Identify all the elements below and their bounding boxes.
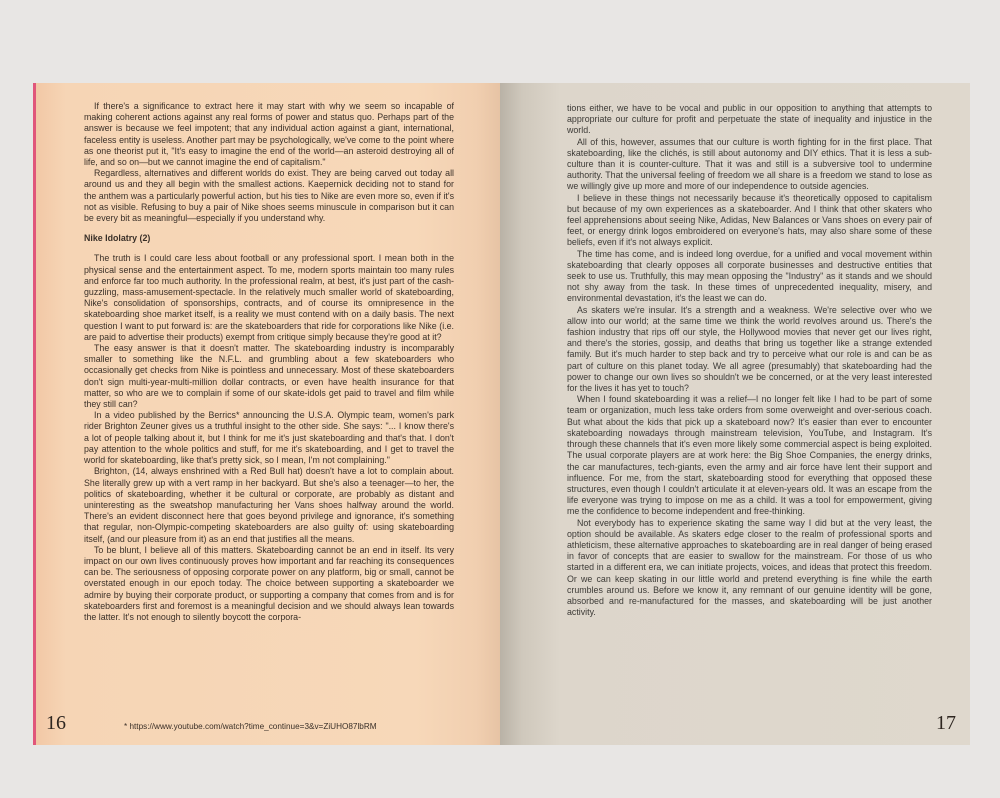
paragraph: Regardless, alternatives and different worlds do exist. They are being carved out today all around us and they all begin with the smallest actions. Kaepernick deciding not to stand for the anthem was a particularly powerful action, but his ties to Nike are even more so, even if it's not as visible. Refusing to buy a pair of Nike shoes seems minuscule in comparison but it can be every bit as meaningful—especially if you understand why. (84, 168, 454, 224)
right-text-column (567, 103, 932, 618)
right-page (500, 83, 970, 745)
page-number-right: 17 (936, 712, 956, 734)
paragraph: When I found skateboarding it was a relief—I no longer felt like I had to be part of some team or organization, much less take orders from some overweight and over-serious coach. But what about the kids that pick up a skateboard now? It's easier than ever to encounter skateboarding nowadays through mainstream television, YouTube, and Instagram. It's through these channels that it's even more likely some commercial aspect is being exploited. The usual corporate players are at work here: the Big Shoe Companies, the energy drinks, the car manufactures, tech-giants, even the army and air force have lent their support and influence. For me, from the start, skateboarding stood for everything that opposed these structures, even though I couldn't articulate it at eleven-years old. It was an escape from the life everyone was trying to impose on me as a child. It was a tool for empowerment, giving me the confidence to become independent and free-thinking. (567, 394, 932, 517)
footnote: * https://www.youtube.com/watch?time_continue=3&v=ZiUHO87lbRM (124, 722, 377, 731)
paragraph: The easy answer is that it doesn't matter. The skateboarding industry is incomparably smaller to something like the N.F.L. and grumbling about a few skateboarders who occasionally get checks from Nike is pointless and unnecessary. Most of these skateboarders don't sign multi-year-multi-million dollar contracts, or even have health insurance for that matter, so who are we to complain if some of our skate-idols get paid to travel and film while they still can? (84, 343, 454, 410)
paragraph: The truth is I could care less about football or any professional sport. I mean both in the physical sense and the entertainment aspect. To me, modern sports maintain too many rules and enforce far too much authority. In the professional realm, at best, it's just part of the cash-guzzling, mass-amusement-spectacle. In the relatively much smaller world of skateboarding, Nike's consolidation of sponsorships, contracts, and of course its omnipresence in the skateboarding shoe market itself, is a reality we must contend with on a daily basis. The next question I want to put forward is: are the skateboarders that ride for corporations like Nike (i.e. are paid to advertise their products) exempt from critique simply because they're good at it? (84, 253, 454, 342)
paragraph: All of this, however, assumes that our culture is worth fighting for in the first place. That skateboarding, like the clichés, is still about autonomy and DIY ethics. That it is less a sub-culture than it is counter-culture. That it was and still is a subversive tool to undermine authority. That the universal feeling of freedom we all share is a freedom we stand to lose as we willingly give up more and more of our independence to outside agencies. (567, 136, 932, 192)
paragraph: Not everybody has to experience skating the same way I did but at the very least, the option should be available. As skaters edge closer to the realm of professional sports and athleticism, these alternative approaches to skateboarding are in real danger of being erased in favor of concepts that are easier to swallow for the mainstream. For those of us who started in a different era, we can initiate projects, voices, and ideas that protect this freedom. Or we can keep skating in our little world and pretend everything is fine while the earth crumbles around us. Before we know it, any remnant of our genuine identity will be gone, absorbed and re-manufactured for the masses, and skateboarding will be just another activity. (567, 517, 932, 618)
paragraph: In a video published by the Berrics* announcing the U.S.A. Olympic team, women's park rider Brighton Zeuner gives us a truthful insight to the other side. She says: "... I know there's a lot of people talking about it, but I think for me it's just skateboarding and that's that. I don't pay attention to the whole politics and stuff, for me it's skateboarding, and I get to travel the world for skateboarding, like that's pretty sick, so I mean, I'm not complaining." (84, 410, 454, 466)
paragraph: Brighton, (14, always enshrined with a Red Bull hat) doesn't have a lot to complain about. She literally grew up with a vert ramp in her backyard. But she's also a teenager—to her, the politics of skateboarding, whether it be cultural or corporate, are probably as distant and uninteresting as the sweatshop manufacturing her Vans shoes halfway around the world. There's an evident disconnect here that goes beyond privilege and ignorance, it's something that regular, non-Olympic-competing skateboarders are also guilty of: using skateboarding itself, (and our pleasure from it) as an end that justifies all the means. (84, 466, 454, 544)
left-text-column (84, 101, 454, 623)
paragraph: If there's a significance to extract here it may start with why we seem so incapable of making coherent actions against any real forms of power and status quo. Perhaps part of the answer is because we feel impotent; that any individual action against a giant, international, faceless entity is useless. Another part may be psychologically, we've come to the point where as one theorist put it, "It's easy to imagine the end of the world—an asteroid destroying all of life, and so on—but we cannot imagine the end of capitalism." (84, 101, 454, 168)
section-heading: Nike Idolatry (2) (84, 233, 151, 244)
paragraph: To be blunt, I believe all of this matters. Skateboarding cannot be an end in itself. Its very impact on our own lives continuously proves how important and far reaching its consequences can be. The seriousness of opposing corporate power on any platform, big or small, cannot be overstated enough in our epoch today. The choice between supporting a skateboarder we admire by buying their corporate product, or supporting a company that comes from and is for skateboarders first and foremost is a meaningful decision and we should always lean towards the latter. It's not enough to silently boycott the corpora- (84, 544, 454, 622)
page-number-left: 16 (46, 712, 66, 734)
paragraph: As skaters we're insular. It's a strength and a weakness. We're selective over who we allow into our world; at the same time we think the world revolves around us. There's the fashion industry that rips off our style, the Hollywood movies that never get our lives right, and there's the stories, gossip, and deaths that bring us together like a strange extended family. But it's much harder to step back and try to perceive what our role is and can be as part of culture on this planet today. We all agree (presumably) that skateboarding had the power to change our own lives so shouldn't we be concerned, or at the very least interested for the lives it has yet to touch? (567, 304, 932, 394)
paragraph: tions either, we have to be vocal and public in our opposition to anything that attempts to appropriate our culture for profit and perpetuate the state of inequality and injustice in the world. (567, 103, 932, 136)
paragraph: I believe in these things not necessarily because it's theoretically opposed to capitalism but because of my own experiences as a skateboarder. And I think that other skaters who feel apprehensions about seeing Nike, Adidas, New Balances or Vans shoes on every pair of feet, or energy drink logos embroidered on everyone's hats, may also share some of these beliefs, even if it's not always explicit. (567, 192, 932, 248)
paragraph: The time has come, and is indeed long overdue, for a unified and vocal movement within skateboarding that clearly opposes all corporate businesses and destructive entities that seek to use us. Truthfully, this may mean opposing the "Industry" as it stands and we should not shy away from the task. In these times of unprecedented inequality, misery, and environmental devastation, it's the least we can do. (567, 248, 932, 304)
left-page (33, 83, 500, 745)
